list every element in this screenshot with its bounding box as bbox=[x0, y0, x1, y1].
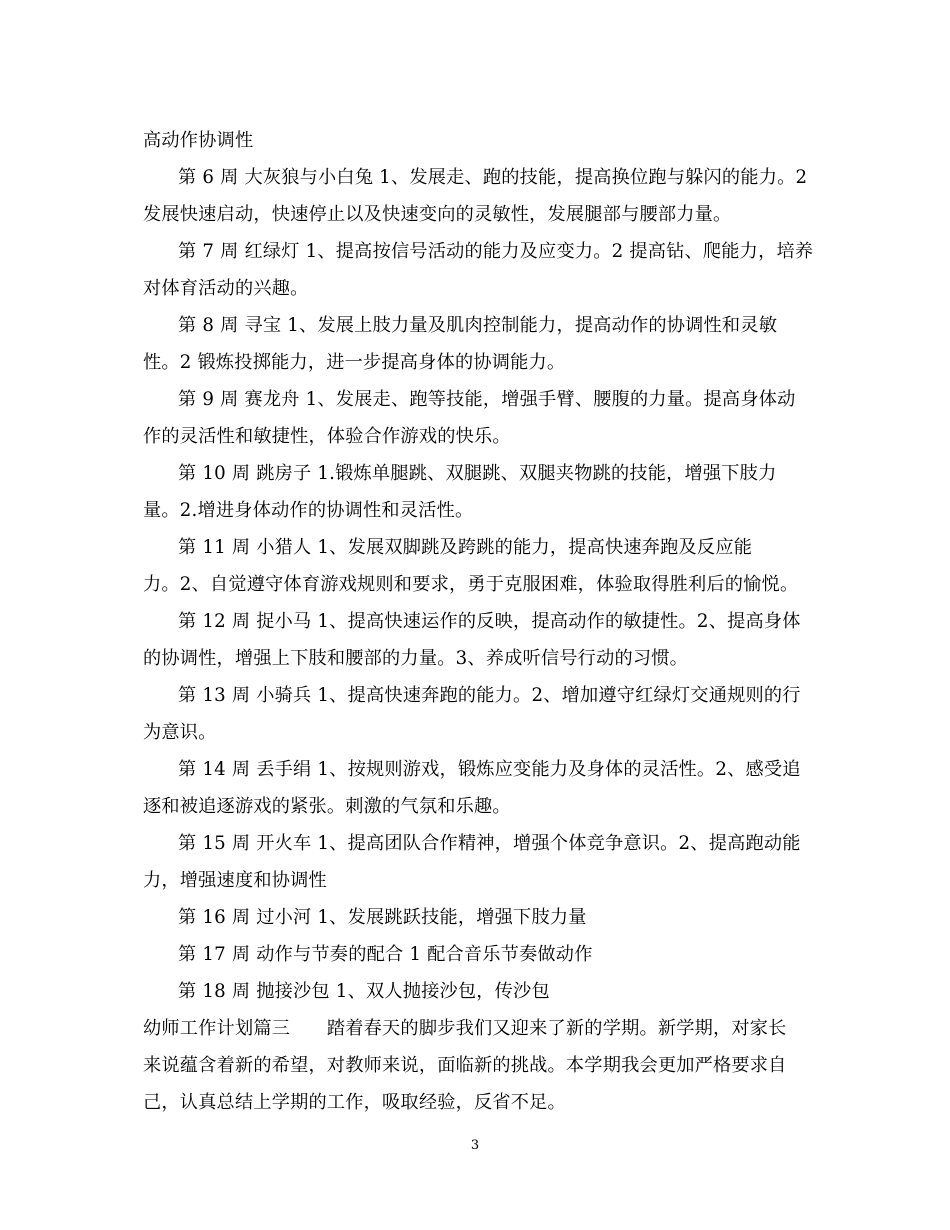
text-line-15: 的协调性，增强上下肢和腰部的力量。3、养成听信号行动的习惯。 bbox=[143, 648, 689, 669]
text-line-20: 第 15 周 开火车 1、提高团队合作精神，增强个体竞争意识。2、提高跑动能 bbox=[178, 833, 801, 854]
text-line-18: 第 14 周 丢手绢 1、按规则游戏，锻炼应变能力及身体的灵活性。2、感受追 bbox=[178, 759, 801, 780]
text-line-17: 为意识。 bbox=[143, 722, 217, 743]
text-line-25: 幼师工作计划篇三 踏着春天的脚步我们又迎来了新的学期。新学期，对家长 bbox=[143, 1018, 787, 1039]
page-number: 3 bbox=[470, 1138, 480, 1153]
text-line-16: 第 13 周 小骑兵 1、提高快速奔跑的能力。2、增加遵守红绿灯交通规则的行 bbox=[178, 685, 801, 706]
text-line-3: 发展快速启动，快速停止以及快速变向的灵敏性，发展腿部与腰部力量。 bbox=[143, 204, 732, 225]
text-line-12: 第 11 周 小猎人 1、发展双脚跳及跨跳的能力，提高快速奔跑及反应能 bbox=[178, 537, 753, 558]
text-line-6: 第 8 周 寻宝 1、发展上肢力量及肌肉控制能力，提高动作的协调性和灵敏 bbox=[178, 315, 778, 336]
text-line-13: 力。2、自觉遵守体育游戏规则和要求，勇于克服困难，体验取得胜利后的愉悦。 bbox=[143, 574, 799, 595]
text-line-22: 第 16 周 过小河 1、发展跳跃技能，增强下肢力量 bbox=[178, 907, 587, 928]
text-line-8: 第 9 周 赛龙舟 1、发展走、跑等技能，增强手臂、腰腹的力量。提高身体动 bbox=[178, 389, 796, 410]
text-line-14: 第 12 周 捉小马 1、提高快速运作的反映，提高动作的敏捷性。2、提高身体 bbox=[178, 611, 801, 632]
text-line-9: 作的灵活性和敏捷性，体验合作游戏的快乐。 bbox=[143, 426, 511, 447]
text-line-7: 性。2 锻炼投掷能力，进一步提高身体的协调能力。 bbox=[143, 352, 566, 373]
text-line-23: 第 17 周 动作与节奏的配合 1 配合音乐节奏做动作 bbox=[178, 944, 593, 965]
text-line-4: 第 7 周 红绿灯 1、提高按信号活动的能力及应变力。2 提高钻、爬能力，培养 bbox=[178, 241, 814, 262]
text-line-27: 己，认真总结上学期的工作，吸取经验，反省不足。 bbox=[143, 1092, 566, 1113]
text-line-1: 高动作协调性 bbox=[143, 130, 254, 151]
text-line-10: 第 10 周 跳房子 1.锻炼单腿跳、双腿跳、双腿夹物跳的技能，增强下肢力 bbox=[178, 463, 777, 484]
text-line-5: 对体育活动的兴趣。 bbox=[143, 278, 309, 299]
text-line-24: 第 18 周 抛接沙包 1、双人抛接沙包，传沙包 bbox=[178, 981, 550, 1002]
text-line-19: 逐和被追逐游戏的紧张。刺激的气氛和乐趣。 bbox=[143, 796, 511, 817]
text-line-11: 量。2.增进身体动作的协调性和灵活性。 bbox=[143, 500, 474, 521]
text-line-26: 来说蕴含着新的希望，对教师来说，面临新的挑战。本学期我会更加严格要求自 bbox=[143, 1055, 787, 1076]
text-line-21: 力，增强速度和协调性 bbox=[143, 870, 327, 891]
text-line-2: 第 6 周 大灰狼与小白兔 1、发展走、跑的技能，提高换位跑与躲闪的能力。2 bbox=[178, 167, 808, 188]
